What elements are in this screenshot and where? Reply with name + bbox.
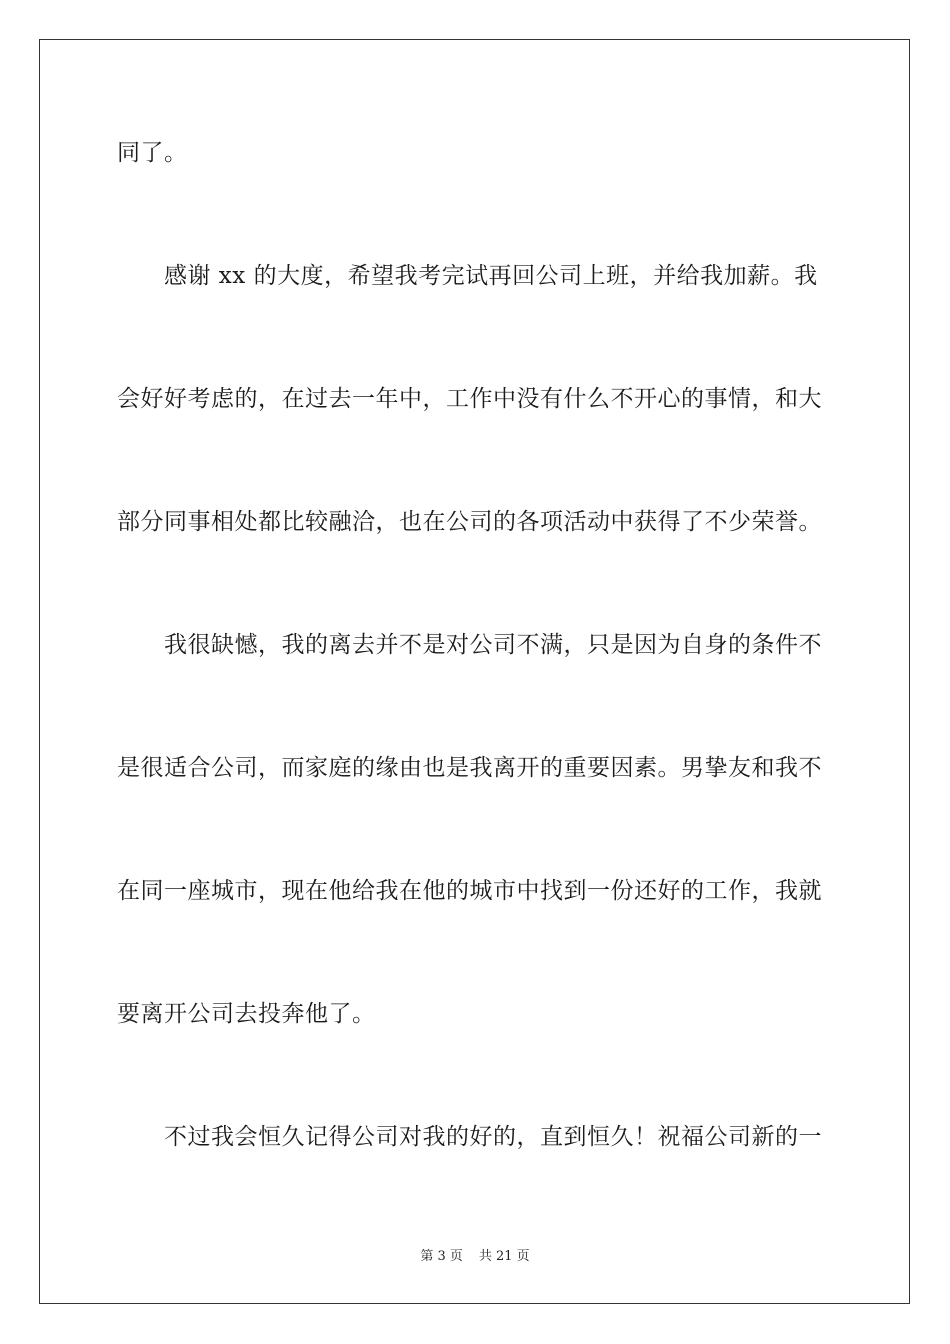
text-line: 不过我会恒久记得公司对我的好的，直到恒久！祝福公司新的一 [164,1124,822,1150]
current-page-label: 第 3 页 [420,1249,463,1264]
text-line: 感谢 xx 的大度，希望我考完试再回公司上班，并给我加薪。我 [164,263,818,289]
total-pages-label: 共 21 页 [478,1249,530,1264]
text-line: 要离开公司去投奔他了。 [117,1001,376,1027]
text-line: 会好好考虑的，在过去一年中，工作中没有什么不开心的事情，和大 [117,386,822,412]
page-border [39,39,910,1304]
text-line: 我很缺憾，我的离去并不是对公司不满，只是因为自身的条件不 [164,632,822,658]
text-line: 部分同事相处都比较融洽，也在公司的各项活动中获得了不少荣誉。 [117,509,822,535]
text-line: 在同一座城市，现在他给我在他的城市中找到一份还好的工作，我就 [117,878,822,904]
text-line: 是很适合公司，而家庭的缘由也是我离开的重要因素。男挚友和我不 [117,755,822,781]
text-line: 同了。 [117,140,188,166]
page-footer [0,1248,950,1266]
